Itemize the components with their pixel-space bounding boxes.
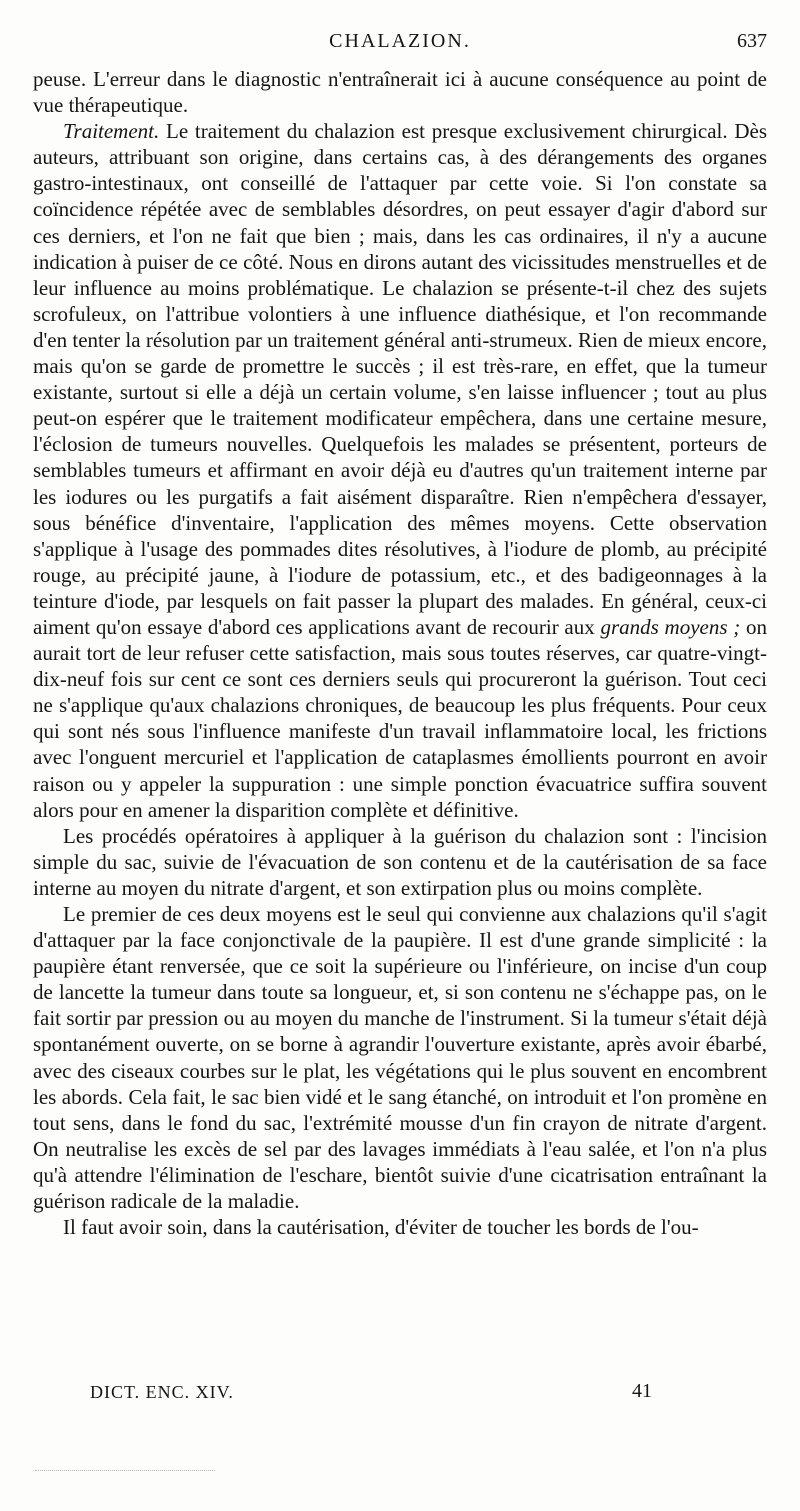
paragraph-premier-moyen: [33, 901, 767, 1214]
paragraph-text: Le traitement du chalazion est presque exclusivement chirurgical. Dès auteurs, attribuant son origine, dans certains cas, à des dérangements des organes gastro-intestinaux, ont conseillé de l'attaquer par cette voie. Si l'on constate sa coïncidence répétée avec de semblables désordres, on peut essayer d'agir d'abord sur ces derniers, et l'on ne fait que bien ; mais, dans les cas ordinaires, il n'y a aucune indication à puiser de ce côté. Nous en dirons autant des vicissitudes menstruelles et de leur influence au moins problématique. Le chalazion se présente-t-il chez des sujets scrofuleux, on l'attribue volontiers à une influence diathésique, et l'on recommande d'en tenter la résolution par un traitement général anti-strumeux. Rien de mieux encore, mais qu'on se garde de promettre le succès ; il est très-rare, en effet, que la tumeur existante, surtout si elle a déjà un certain volume, s'en laisse influencer ; tout au plus peut-on espérer que le traitement modificateur empêchera, dans une certaine mesure, l'éclosion de tumeurs nouvelles. Quelquefois les malades se présentent, porteurs de semblables tumeurs et affirmant en avoir déjà eu d'autres qu'un traitement interne par les iodures ou les purgatifs a fait aisément disparaître. Rien n'empêchera d'essayer, sous bénéfice d'inventaire, l'application des mêmes moyens. Cette observation s'applique à l'usage des pommades dites résolutives, à l'iodure de plomb, au précipité rouge, au précipité jaune, à l'iodure de potassium, etc., et des badigeonnages à la teinture d'iode, par lesquels on fait passer la plupart des malades. En général, ceux-ci aiment qu'on essaye d'abord ces applications avant de recourir aux: [33, 119, 767, 639]
paragraph-text: Le premier de ces deux moyens est le seul qui convienne aux chalazions qu'il s'agit d'attaquer par la face conjonctivale de la paupière. Il est d'une grande simplicité : la paupière étant renversée, que ce soit la supérieure ou l'inférieure, on incise d'un coup de lancette la tumeur dans toute sa longueur, et, si son contenu ne s'échappe pas, on le fait sortir par pression ou au moyen du manche de l'instrument. Si la tumeur s'était déjà spontanément ouverte, on se borne à agrandir l'ouverture existante, après avoir ébarbé, avec des ciseaux courbes sur le plat, les végétations qui le plus souvent en encombrent les abords. Cela fait, le sac bien vidé et le sang étanché, on introduit et l'on promène en tout sens, dans le fond du sac, l'extrémité mousse d'un fin crayon de nitrate d'argent. On neutralise les excès de sel par des lavages immédiats à l'eau salée, et l'on n'a plus qu'à attendre l'élimination de l'eschare, bientôt suivie d'une cicatrisation entraînant la guérison radicale de la maladie.: [33, 902, 767, 1214]
body-text: [33, 66, 767, 1240]
paragraph-procedes: [33, 823, 767, 901]
signature-mark: 41: [632, 1380, 652, 1402]
paragraph-text: Les procédés opératoires à appliquer à la guérison du chalazion sont : l'incision simple du sac, suivie de l'évacuation de son contenu et de la cautérisation de sa face interne au moyen du nitrate d'argent, et son extirpation plus ou moins complète.: [33, 823, 767, 900]
paragraph-cauterisation: [33, 1214, 767, 1240]
paragraph-text: Il faut avoir soin, dans la cautérisation, d'éviter de toucher les bords de l'ou-: [63, 1215, 699, 1240]
paragraph-continuation: [33, 66, 767, 118]
paragraph-text: peuse. L'erreur dans le diagnostic n'entraînerait ici à aucune conséquence au point de vue thérapeutique.: [33, 67, 767, 118]
paragraph-traitement: [33, 118, 767, 823]
scan-artifact-line: [35, 1470, 215, 1471]
running-head: [33, 30, 767, 56]
page-number: 637: [737, 30, 767, 52]
section-heading: Traitement.: [63, 119, 160, 144]
emphasis-text: grands moyens ;: [600, 614, 741, 639]
running-title: CHALAZION.: [329, 30, 471, 52]
paragraph-text: on aurait tort de leur refuser cette satisfaction, mais sous toutes réserves, car quatre-vingt-dix-neuf fois sur cent ce sont ces derniers seuls qui procureront la guérison. Tout ceci ne s'applique qu'aux chalazions chroniques, de beaucoup les plus fréquents. Pour ceux qui sont nés sous l'influence manifeste d'un travail inflammatoire local, les frictions avec l'onguent mercuriel et l'application de cataplasmes émollients pourront en avoir raison ou y appeler la suppuration : une simple ponction évacuatrice suffira souvent alors pour en amener la disparition complète et définitive.: [33, 614, 767, 822]
printer-signature: DICT. ENC. XIV.: [90, 1382, 234, 1402]
